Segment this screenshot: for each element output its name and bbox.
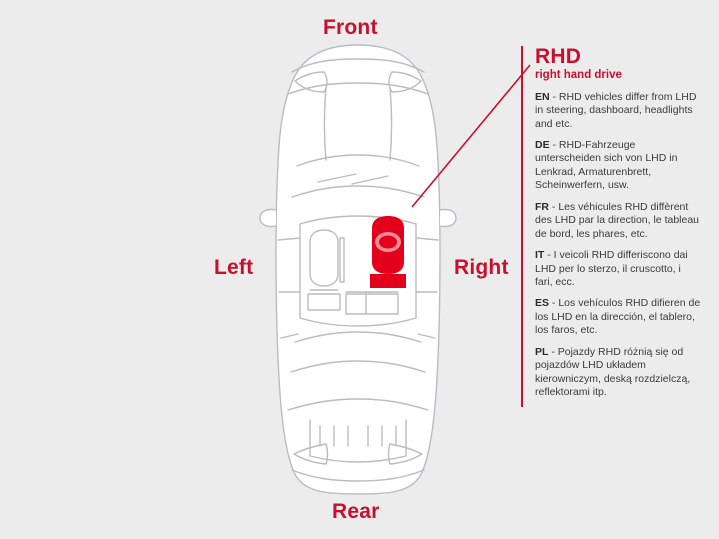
info-entry [535, 346, 701, 400]
info-title: RHD [535, 45, 582, 68]
label-front: Front [323, 16, 378, 39]
label-rear: Rear [332, 500, 380, 523]
info-entry-text: - Pojazdy RHD różnią się od pojazdów LHD układem kierowniczym, deską rozdzielczą, reflektorami itp. [535, 345, 691, 398]
info-panel [521, 46, 701, 407]
info-entry-lang: PL [535, 345, 549, 358]
info-entries [535, 91, 701, 400]
info-entry [535, 249, 701, 289]
label-left: Left [214, 256, 254, 279]
info-entry-lang: DE [535, 139, 550, 151]
info-subtitle: right hand drive [535, 69, 622, 82]
car-top-view-outline [248, 42, 468, 497]
info-entry-text: - I veicoli RHD differiscono dai LHD per lo sterzo, il cruscotto, i fari, ecc. [535, 249, 688, 288]
label-right: Right [454, 256, 509, 279]
info-entry-text: - RHD vehicles differ from LHD in steering, dashboard, headlights and etc. [535, 90, 697, 130]
info-entry-lang: EN [535, 90, 550, 103]
info-entry-lang: IT [535, 249, 545, 262]
info-entry-text: - Les véhicules RHD diffèrent des LHD par la direction, le tableau de bord, les phares, etc. [535, 200, 700, 240]
info-entry-text: - Los vehículos RHD difieren de los LHD en la dirección, el tablero, los faros, etc. [535, 297, 701, 337]
info-entry [535, 139, 701, 193]
info-entry [535, 91, 701, 131]
info-entry [535, 297, 701, 337]
info-entry-lang: ES [535, 297, 550, 310]
info-entry-lang: FR [535, 200, 549, 213]
info-entry-text: - RHD-Fahrzeuge unterscheiden sich von LHD in Lenkrad, Armaturenbrett, Scheinwerfern, usw. [535, 139, 678, 192]
info-entry [535, 201, 701, 241]
